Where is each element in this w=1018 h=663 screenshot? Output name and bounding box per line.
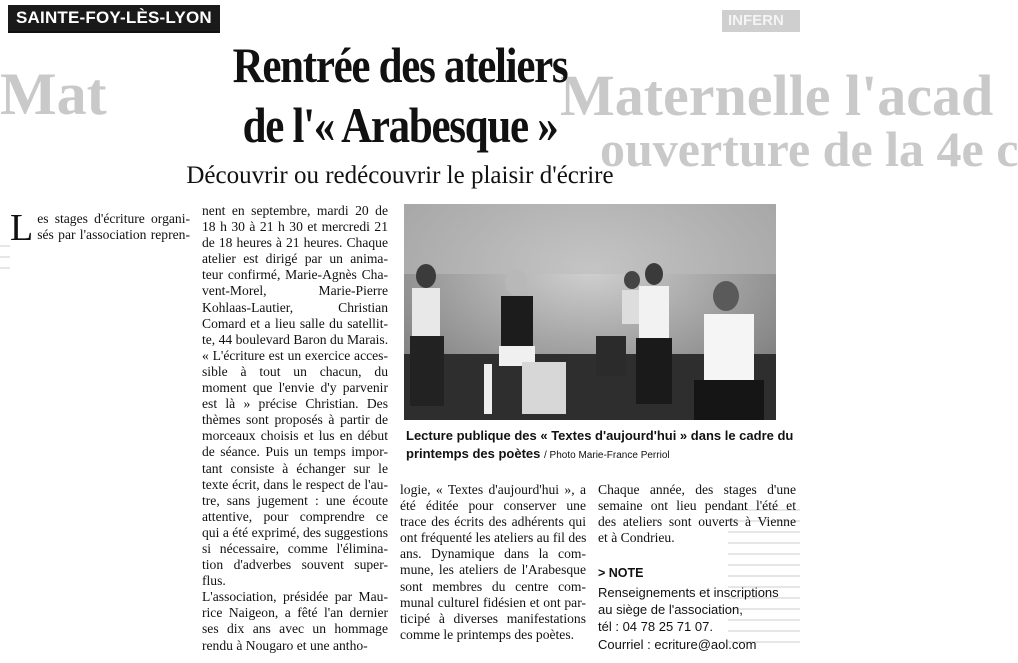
text-line: ses dix ans avec un hommage xyxy=(202,621,388,637)
text-line: 18 h 30 à 21 h 30 et mercredi 21 xyxy=(202,219,388,235)
headline-line-2: de l'« Arabesque » xyxy=(242,97,558,153)
article-column-4 xyxy=(598,482,796,546)
text-line: mune, les ateliers de l'Arabesque xyxy=(400,562,586,578)
text-line: ont fréquenté les ateliers au fil des xyxy=(400,530,587,546)
headline-line-1: Rentrée des ateliers xyxy=(232,37,568,93)
text-line: été éditée pour conserver une xyxy=(400,498,586,514)
text-line: des ateliers sont ouverts à Vienne xyxy=(598,514,796,530)
drop-cap: L xyxy=(10,207,34,249)
ghost-headline-1: Maternelle l'acad xyxy=(560,63,994,128)
article-column-3 xyxy=(400,482,586,643)
text-line: rendu à Nougaro et une antho- xyxy=(202,637,368,653)
ghost-text-left xyxy=(0,236,10,276)
text-line: tion d'adverbes souvent super- xyxy=(202,557,388,573)
text-line: semaine ont lieu pendant l'été et xyxy=(598,498,796,514)
text-line: es stages d'écriture organi- xyxy=(37,211,190,226)
note-heading: > NOTE xyxy=(598,566,644,580)
text-line: comme le printemps des poètes. xyxy=(400,626,575,642)
text-line: moment que l'envie d'y parvenir xyxy=(202,380,388,396)
text-line: tre, sans jugement : une écoute xyxy=(202,492,388,508)
text-line: nent en septembre, mardi 20 de xyxy=(202,203,388,218)
text-line: ans. Dynamique dans la com- xyxy=(400,546,586,562)
caption-text: Lecture publique des « Textes d'aujourd'hui » dans le cadre du printemps des poètes xyxy=(406,428,794,461)
ghost-headline-2: ouverture de la 4e c xyxy=(600,121,1018,177)
text-line: Kohlaas-Lautier, Christian xyxy=(202,299,388,315)
text-line: Chaque année, des stages d'une xyxy=(598,482,796,497)
ghost-headline-3: Mat xyxy=(0,61,107,127)
text-line: Comard et a lieu salle du satellit- xyxy=(202,315,388,331)
ghost-section-tab: INFERN xyxy=(722,10,800,32)
text-line: L'association, présidée par Mau- xyxy=(202,589,388,605)
note-line: au siège de l'association, xyxy=(598,602,743,618)
text-line: teur confirmé, Marie-Agnès Cha- xyxy=(202,267,388,283)
note-line: Renseignements et inscriptions xyxy=(598,585,779,600)
text-line: munal culturel fidésien et ont par- xyxy=(400,594,586,610)
text-line: est là » précise Christian. Des xyxy=(202,396,388,412)
text-line: attentive, pour comprendre ce xyxy=(202,508,388,524)
article-photo xyxy=(404,204,776,420)
text-line: ticipé à diverses manifestations xyxy=(400,610,586,626)
text-line: sont membres du centre com- xyxy=(400,578,586,594)
photo-illustration xyxy=(404,204,776,420)
note-body xyxy=(598,584,798,653)
text-line: logie, « Textes d'aujourd'hui », a xyxy=(400,482,586,497)
text-line: flus. xyxy=(202,573,226,589)
location-tag: SAINTE-FOY-LÈS-LYON xyxy=(8,5,220,31)
note-line: tél : 04 78 25 71 07. xyxy=(598,619,713,635)
photo-caption xyxy=(406,427,798,465)
text-line: rice Naigeon, a fêté l'an dernier xyxy=(202,605,388,621)
text-line: vent-Morel, Marie-Pierre xyxy=(202,283,388,299)
text-line: de 18 heures à 21 heures. Chaque xyxy=(202,235,388,251)
text-line: « L'écriture est un exercice acces- xyxy=(202,347,388,363)
text-line: et à Condrieu. xyxy=(598,530,675,546)
text-line: tant consiste à échanger sur le xyxy=(202,460,388,476)
text-line: sés par l'association repren- xyxy=(37,227,190,243)
text-line: atelier est dirigé par un anima- xyxy=(202,251,388,267)
text-line: morceaux choisis et lus en début xyxy=(202,428,388,444)
article-column-1 xyxy=(10,207,190,249)
article-column-2 xyxy=(202,203,388,654)
text-line: texte écrit, dans le respect de l'au- xyxy=(202,476,388,492)
location-rule xyxy=(8,31,220,33)
text-line: sible à tout un chacun, du xyxy=(202,363,388,379)
text-line: de séance. Puis un temps impor- xyxy=(202,444,388,460)
text-line: si nécessaire, comme l'élimina- xyxy=(202,540,388,556)
subtitle: Découvrir ou redécouvrir le plaisir d'écrire xyxy=(186,162,614,189)
text-line: trace des écrits des adhérents qui xyxy=(400,514,586,530)
text-line: te, 44 boulevard Baron du Marais. xyxy=(202,331,389,347)
note-line: Courriel : ecriture@aol.com xyxy=(598,636,757,652)
text-line: thèmes sont proposés à partir de xyxy=(202,412,388,428)
photo-credit: / Photo Marie-France Perriol xyxy=(544,450,670,461)
text-line: qui a été exprimé, des suggestions xyxy=(202,524,388,540)
